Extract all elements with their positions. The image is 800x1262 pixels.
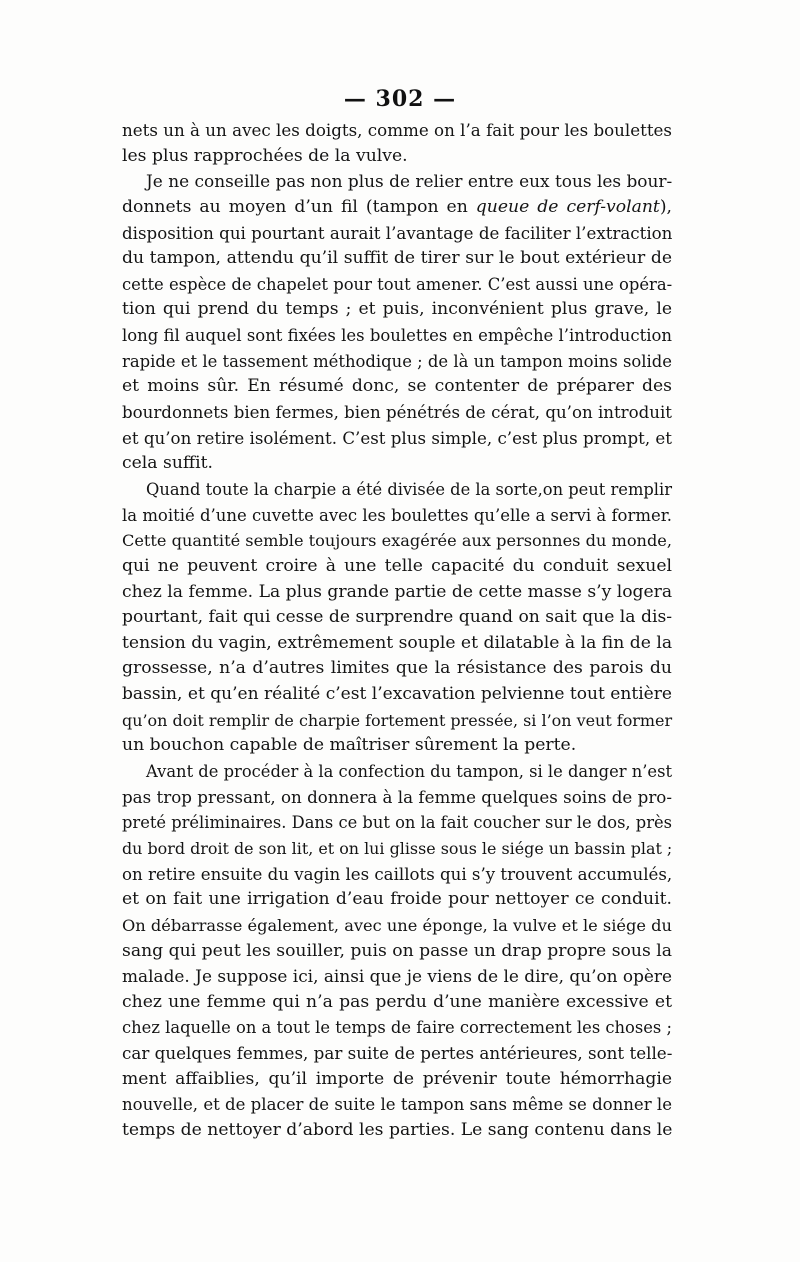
text-line: preté préliminaires. Dans ce but on la fait coucher sur le dos, près (122, 813, 672, 833)
text-line: grossesse, n’a d’autres limites que la résistance des parois du (122, 658, 672, 679)
text-line: Quand toute la charpie a été divisée de la sorte,on peut remplir (146, 479, 672, 499)
text-line: et on fait une irrigation d’eau froide pour nettoyer ce conduit. (122, 889, 672, 910)
text-line: qui ne peuvent croire à une telle capacité du conduit sexuel (122, 555, 672, 576)
text-line: rapide et le tassement méthodique ; de là un tampon moins solide (122, 351, 672, 371)
text-line: un bouchon capable de maîtriser sûrement la perte. (122, 735, 577, 756)
text-line: chez la femme. La plus grande partie de cette masse s’y logera (122, 581, 673, 602)
text-line: chez une femme qui n’a pas perdu d’une manière excessive et (122, 991, 672, 1012)
page-number: — 302 — (343, 86, 457, 112)
text-line: du tampon, attendu qu’il suffit de tirer sur le bout extérieur de (122, 248, 672, 269)
text-line: sang qui peut les souiller, puis on passe un drap propre sous la (122, 940, 672, 961)
text-line: disposition qui pourtant aurait l’avantage de faciliter l’extraction (122, 223, 673, 243)
text-line: du bord droit de son lit, et on lui glisse sous le siége un bassin plat ; (122, 838, 673, 858)
italic-term: queue de cerf-volant (475, 196, 660, 217)
text-line: et moins sûr. En résumé donc, se contenter de préparer des (122, 376, 672, 397)
text-line: cette espèce de chapelet pour tout amener. C’est aussi une opéra- (122, 274, 673, 294)
text-line: On débarrasse également, avec une éponge, la vulve et le siége du (122, 915, 672, 935)
text-line: chez laquelle on a tout le temps de faire correctement les choses ; (122, 1018, 672, 1038)
text-line-with-italic (122, 195, 672, 221)
text-line: qu’on doit remplir de charpie fortement pressée, si l’on veut former (122, 710, 673, 730)
text-line: Avant de procéder à la confection du tampon, si le danger n’est (146, 762, 673, 782)
text-line: pas trop pressant, on donnera à la femme quelques soins de pro- (122, 786, 672, 807)
text-line: on retire ensuite du vagin les caillots qui s’y trouvent accumulés, (122, 864, 673, 884)
text-segment: ), (659, 196, 672, 217)
text-line: les plus rapprochées de la vulve. (122, 145, 408, 166)
text-line: car quelques femmes, par suite de pertes antérieures, sont telle- (122, 1043, 673, 1064)
text-line: ment affaiblies, qu’il importe de prévenir toute hémorrhagie (122, 1068, 672, 1089)
text-line: temps de nettoyer d’abord les parties. Le sang contenu dans le (122, 1119, 673, 1140)
text-line: Je ne conseille pas non plus de relier entre eux tous les bour- (146, 171, 673, 192)
body-text (122, 118, 672, 1144)
text-line: malade. Je suppose ici, ainsi que je viens de le dire, qu’on opère (122, 966, 672, 987)
text-line: la moitié d’une cuvette avec les boulettes qu’elle a servi à former. (122, 505, 672, 525)
text-line: Cette quantité semble toujours exagérée aux personnes du monde, (122, 531, 672, 551)
text-segment: donnets au moyen d’un fil (tampon en (122, 196, 476, 217)
text-line: et qu’on retire isolément. C’est plus simple, c’est plus prompt, et (122, 428, 672, 448)
text-line: bourdonnets bien fermes, bien pénétrés de cérat, qu’on introduit (122, 403, 672, 423)
text-line: long fil auquel sont fixées les boulettes en empêche l’introduction (122, 326, 672, 346)
text-line: tension du vagin, extrêmement souple et dilatable à la fin de la (122, 632, 673, 653)
text-line: bassin, et qu’en réalité c’est l’excavation pelvienne tout entière (122, 684, 672, 705)
text-line: nouvelle, et de placer de suite le tampon sans même se donner le (122, 1095, 672, 1115)
text-line: nets un à un avec les doigts, comme on l’a fait pour les boulettes (122, 120, 672, 140)
text-line: tion qui prend du temps ; et puis, inconvénient plus grave, le (122, 299, 672, 320)
text-line: cela suffit. (122, 453, 213, 474)
text-line: pourtant, fait qui cesse de surprendre quand on sait que la dis- (122, 607, 673, 628)
